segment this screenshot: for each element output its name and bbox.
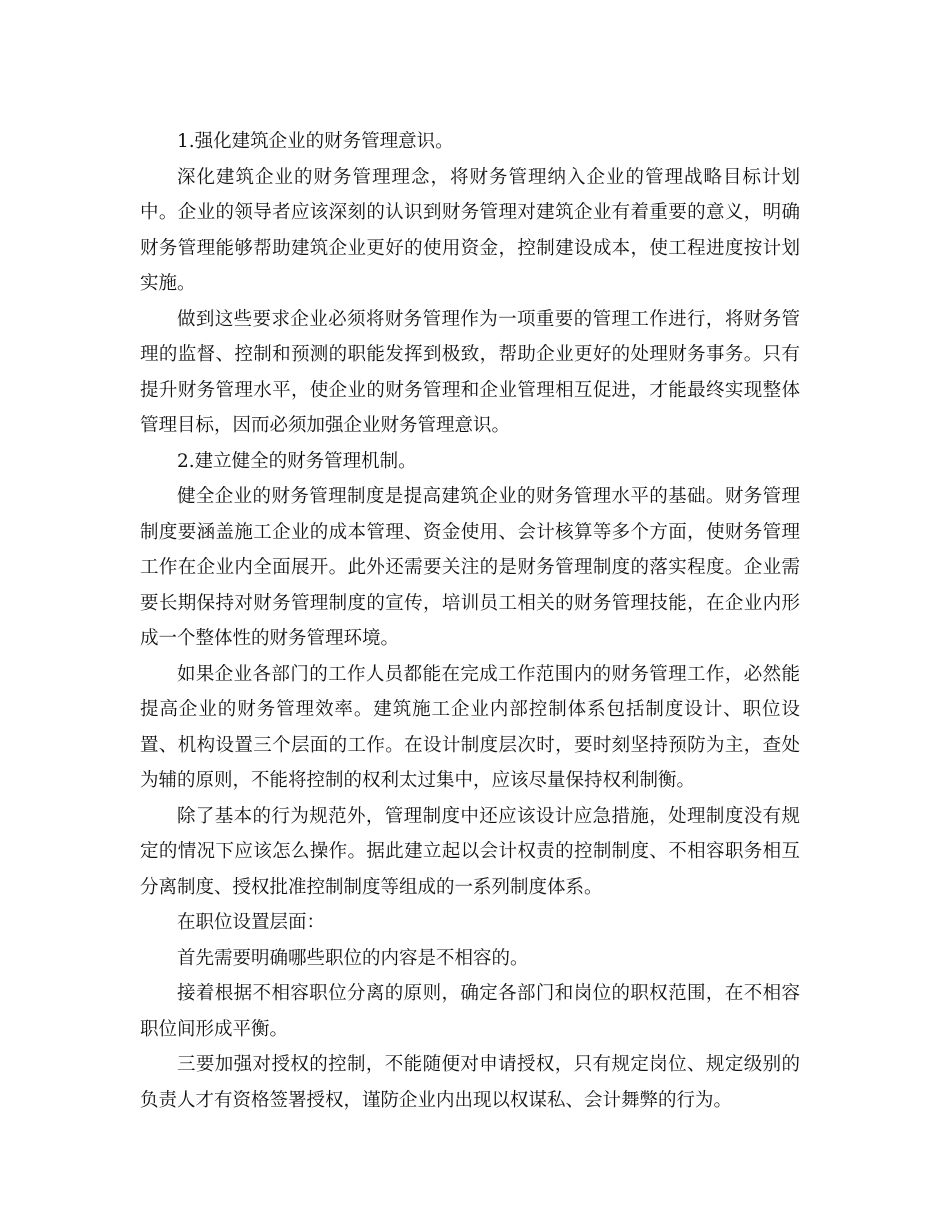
body-paragraph: 三要加强对授权的控制，不能随便对申请授权，只有规定岗位、规定级别的负责人才有资格签署授权，谨防企业内出现以权谋私、会计舞弊的行为。 [140, 1054, 800, 1111]
body-paragraph: 做到这些要求企业必须将财务管理作为一项重要的管理工作进行，将财务管理的监督、控制和预测的职能发挥到极致，帮助企业更好的处理财务事务。只有提升财务管理水平，使企业的财务管理和企业管理相互促进，才能最终实现整体管理目标，因而必须加强企业财务管理意识。 [140, 308, 800, 436]
section-heading-1: 1.强化建筑企业的财务管理意识。 [177, 131, 454, 152]
body-paragraph: 深化建筑企业的财务管理理念，将财务管理纳入企业的管理战略目标计划中。企业的领导者应该深刻的认识到财务管理对建筑企业有着重要的意义，明确财务管理能够帮助建筑企业更好的使用资金，控制建设成本，使工程进度按计划实施。 [140, 166, 800, 294]
section-heading-2: 2.建立健全的财务管理机制。 [177, 450, 417, 472]
body-paragraph: 接着根据不相容职位分离的原则，确定各部门和岗位的职权范围，在不相容职位间形成平衡。 [140, 983, 800, 1040]
body-paragraph: 首先需要明确哪些职位的内容是不相容的。 [177, 947, 529, 969]
body-paragraph: 如果企业各部门的工作人员都能在完成工作范围内的财务管理工作，必然能提高企业的财务管理效率。建筑施工企业内部控制体系包括制度设计、职位设置、机构设置三个层面的工作。在设计制度层次时，要时刻坚持预防为主，查处为辅的原则，不能将控制的权利太过集中，应该尽量保持权利制衡。 [140, 663, 800, 791]
body-paragraph: 健全企业的财务管理制度是提高建筑企业的财务管理水平的基础。财务管理制度要涵盖施工企业的成本管理、资金使用、会计核算等多个方面，使财务管理工作在企业内全面展开。此外还需要关注的是财务管理制度的落实程度。企业需要长期保持对财务管理制度的宣传，培训员工相关的财务管理技能，在企业内形成一个整体性的财务管理环境。 [140, 486, 800, 649]
document-body [140, 124, 800, 1118]
subsection-label: 在职位设置层面： [177, 912, 326, 933]
body-paragraph: 除了基本的行为规范外，管理制度中还应该设计应急措施，处理制度没有规定的情况下应该怎么操作。据此建立起以会计权责的控制制度、不相容职务相互分离制度、授权批准控制制度等组成的一系列制度体系。 [140, 805, 800, 898]
